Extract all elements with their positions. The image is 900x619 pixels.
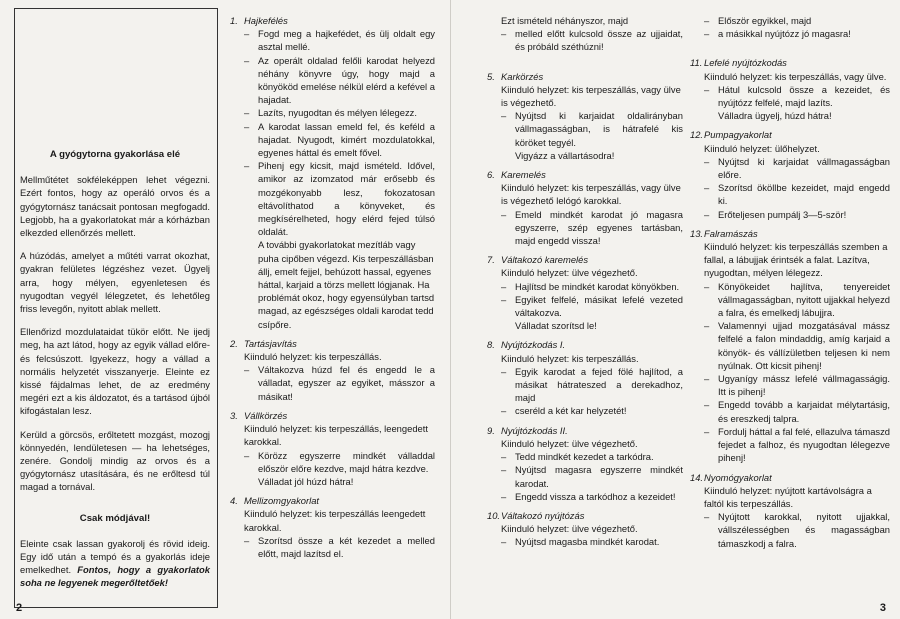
exercise-name: Pumpagyakorlat (704, 129, 772, 141)
step-list (230, 449, 435, 475)
exercise-title (690, 56, 890, 69)
info-box (20, 148, 210, 600)
starting-position: Kiinduló helyzet: ülve végezhető. (501, 523, 638, 535)
exercise-section (230, 409, 435, 488)
continuation-text: Ezt ismételd néhányszor, majd (501, 15, 629, 26)
step-item: – Szorítsd ököllbe kezeidet, majd engedd ki. (704, 181, 890, 207)
step-item: – Erőteljesen pumpálj 3—5-ször! (704, 208, 890, 221)
exercise-section (487, 253, 683, 332)
instruction-paragraph: A további gyakorlatokat mezítláb vagy puha cipőben végezd. Kis terpeszállásban állj, emelt fejjel, behúzott hassal, egyenes háttal, karjaid a törzs mellett lógjanak. Ha problémát okoz, hogy egyensúlyban tartsd magad, az egészséges oldali karodat tedd csípőre. (258, 239, 435, 330)
step-item: – Egyik karodat a fejed fölé hajlítod, a másikat hátrateszed a derekadhoz, majd (501, 365, 683, 405)
step-item: – Tedd mindkét kezedet a tarkódra. (501, 450, 683, 463)
step-list (230, 363, 435, 403)
step-item: – Szorítsd össze a két kezedet a melled előtt, majd lazítsd el. (244, 534, 435, 560)
note: Válladat szorítsd le! (515, 320, 597, 332)
exercise-section (487, 168, 683, 247)
exercise-column (690, 14, 890, 556)
step-item: – Valamennyi ujjad mozgatásával mássz felfelé a falon mindaddig, amíg karjaid a könyök- és vállízületben teljesen ki nem nyúlnak. Ott kicsit pihenj! (704, 319, 890, 372)
starting-position: Kiinduló helyzet: ülőhelyzet. (704, 142, 820, 154)
step-list (230, 27, 435, 238)
list-item: – a másikkal nyújtózz jó magasra! (704, 27, 890, 40)
exercise-section (690, 56, 890, 122)
note: Válladra ügyelj, húzd hátra! (718, 110, 832, 122)
exercise-title (487, 70, 683, 83)
exercise-number: 12. (690, 129, 704, 141)
step-item: – Fordulj háttal a fal felé, ellazulva támaszd fejedet a falhoz, és nyugodtan lélegezve pihenj! (704, 425, 890, 465)
step-item: – Könyökeidet hajlítva, tenyereidet vállmagasságban, nyitott ujjakkal helyezd a falra, és emelkedj lábujjra. (704, 280, 890, 320)
exercise-column (487, 14, 683, 555)
starting-position: Kiinduló helyzet: kis terpeszállás, leengedett karokkal. (244, 423, 428, 448)
step-list (487, 450, 683, 503)
exercise-number: 3. (230, 409, 238, 421)
starting-position: Kiinduló helyzet: kis terpeszállás szemben a fallal, a lábujjak érintsék a falat. Lazítva, nyugodtan, mélyen lélegezz. (704, 241, 888, 279)
exercise-name: Tartásjavítás (244, 337, 297, 349)
page-number: 2 (16, 601, 23, 614)
starting-position: Kiinduló helyzet: kis terpeszállás leengedett karokkal. (244, 508, 426, 533)
starting-position: Kiinduló helyzet: kis terpeszállás, vagy ülve. (704, 70, 887, 82)
exercise-number: 13. (690, 227, 704, 239)
step-item: – Az operált oldalad felőli karodat helyezd néhány könyvre úgy, hogy majd a könyököd emelése nélkül elérd a kefével a hajadat. (244, 54, 435, 107)
exercise-number: 10. (487, 509, 501, 521)
box-paragraph: A húzódás, amelyet a műtéti varrat okozhat, gyakran felületes légzéshez vezet. Ügyelj arra, hogy mélyen, egyenletesen és nyugodtan vegyél lélegzetet, és lehetőleg friss levegőn, nyitott ablak mellett. (20, 250, 210, 315)
exercise-section (690, 471, 890, 550)
step-item: – Nyújtsd ki karjaidat oldalirányban vállmagasságban, is hátrafelé kis köröket tegyél. (501, 109, 683, 149)
step-item: – Lazíts, nyugodtan és mélyen lélegezz. (244, 106, 435, 119)
exercise-name: Váltakozó karemelés (501, 254, 589, 266)
step-list (487, 280, 683, 320)
exercise-number: 5. (487, 70, 495, 82)
step-item: – A karodat lassan emeld fel, és keféld a hajadat. Nyugodt, kimért mozdulatokkal, egyenes háttal és emelt fővel. (244, 120, 435, 160)
exercise-section (230, 14, 435, 331)
box-heading-2: Csak módjával! (79, 512, 151, 524)
exercise-name: Karemelés (501, 169, 546, 181)
exercise-name: Nyújtózkodás II. (501, 424, 568, 436)
starting-position: Kiinduló helyzet: kis terpeszállás, vagy ülve is végezhető. (501, 83, 681, 109)
step-item: – Egyiket felfelé, másikat lefelé vezeted váltakozva. (501, 293, 683, 319)
starting-position: Kiinduló helyzet: ülve végezhető. (501, 267, 638, 279)
step-list (690, 155, 890, 221)
step-list (690, 280, 890, 465)
exercise-title (230, 337, 435, 350)
exercise-number: 11. (690, 57, 703, 69)
box-heading: A gyógytorna gyakorlása elé (49, 149, 181, 160)
exercise-name: Nyújtózkodás I. (501, 339, 566, 351)
starting-position: Kiinduló helyzet: kis terpeszállás. (501, 352, 639, 364)
exercise-section (487, 70, 683, 162)
starting-position: Kiinduló helyzet: nyújtott kartávolságra a faltól kis terpeszállás. (704, 484, 872, 509)
step-item: – cseréld a két kar helyzetét! (501, 404, 683, 417)
exercise-name: Lefelé nyújtózkodás (704, 57, 787, 69)
page-number: 3 (879, 601, 886, 614)
note: Vigyázz a vállartásodra! (515, 149, 615, 161)
step-list (487, 109, 683, 149)
exercise-title (230, 14, 435, 27)
step-item: – Ugyanígy mássz lefelé vállmagasságig. Itt is pihenj! (704, 372, 890, 398)
exercise-section (230, 494, 435, 560)
exercise-number: 6. (487, 169, 495, 181)
exercise-title (230, 494, 435, 507)
box-paragraph: Kerüld a görcsös, erőltetett mozgást, mozogj könnyedén, lendületesen — ha lehetséges, zenére. Gondolj mindig az orvos és a gyógytornász utasítására, és ne erőltesd túl magad a tornával. (20, 428, 210, 493)
exercise-number: 1. (230, 15, 238, 26)
step-item: – Hátul kulcsold össze a kezeidet, és nyújtózz felfelé, majd lazíts. (704, 83, 890, 109)
exercise-section (230, 337, 435, 403)
box-final-paragraph: Eleinte csak lassan gyakorolj és rövid ideig. Egy idő után a tempó és a gyakorlás ideje emelkedhet. Fontos, hogy a gyakorlatok soha ne legyenek megerőltetőek! (20, 537, 210, 589)
exercise-name: Karkörzés (501, 70, 544, 82)
step-item: – Váltakozva húzd fel és engedd le a válladat, egyszer az egyiket, másszor a másikat! (244, 363, 435, 403)
step-item: – Emeld mindkét karodat jó magasra egyszerre, szép egyenes tartásban, majd engedd vissza! (501, 208, 683, 248)
list-item: – melled előtt kulcsold össze az ujjaidat, és próbáld széthúzni! (501, 27, 683, 53)
exercise-title (487, 168, 683, 181)
step-item: – Hajlítsd be mindkét karodat könyökben. (501, 280, 683, 293)
starting-position: Kiinduló helyzet: ülve végezhető. (501, 437, 638, 449)
step-item: – Nyújtsd ki karjaidat vállmagasságban előre. (704, 155, 890, 181)
starting-position: Kiinduló helyzet: kis terpeszállás. (244, 351, 382, 363)
exercise-name: Falramászás (704, 227, 758, 239)
exercise-title (487, 253, 683, 266)
exercise-name: Mellizomgyakorlat (244, 495, 320, 507)
step-item: – Nyújtsd magasra egyszerre mindkét karodat. (501, 463, 683, 489)
exercise-number: 9. (487, 424, 495, 436)
exercise-number: 4. (230, 495, 238, 507)
exercise-section (487, 424, 683, 503)
exercise-section (690, 128, 890, 220)
box-paragraph: Mellműtétet sokféleképpen lehet végezni. Ezért fontos, hogy az operáló orvos és a gyógytornász tanácsait pontosan megfogadd. Legjobb, ha a gyakorlatokat már a kórházban elkezded ellenőrzés mellett. (20, 174, 210, 239)
box-warning: Fontos, hogy a gyakorlatok soha ne legyenek megerőltetőek! (20, 564, 210, 589)
exercise-name: Váltakozó nyújtózás (501, 509, 585, 521)
exercise-number: 2. (230, 337, 238, 349)
box-paragraph: Ellenőrizd mozdulataidat tükör előtt. Ne ijedj meg, ha azt látod, hogy az egyik vállad előre- és felcsúszott. Igyekezz, hogy a vállad a normális helyzetét visszanyerje. Eleinte ez kissé fájdalmas lehet, de az eredmény megéri ezt a kis áldozatot, és a tartásod újból kifogástalan lesz. (20, 326, 210, 417)
exercise-title (487, 509, 683, 522)
step-item: – Engedd vissza a tarkódhoz a kezeidet! (501, 490, 683, 503)
exercise-name: Nyomógyakorlat (704, 471, 772, 483)
exercise-title (690, 227, 890, 240)
exercise-section (487, 338, 683, 417)
step-item: – Nyújtsd magasba mindkét karodat. (501, 535, 683, 548)
exercise-name: Hajkefélés (244, 15, 288, 26)
exercise-section (487, 509, 683, 549)
step-list (487, 208, 683, 248)
step-list (230, 534, 435, 560)
step-list (487, 535, 683, 548)
list-item: – Először egyikkel, majd (704, 14, 890, 27)
exercise-title (487, 424, 683, 437)
exercise-title (690, 128, 890, 141)
exercise-number: 14. (690, 471, 704, 483)
step-list (690, 83, 890, 109)
starting-position: Kiinduló helyzet: kis terpeszállás, vagy ülve is végezhető lelógó karokkal. (501, 182, 681, 207)
exercise-title (487, 338, 683, 351)
step-item: – Engedd tovább a karjaidat mélytartásig, és ereszkedj talpra. (704, 398, 890, 424)
step-item: – Fogd meg a hajkefédet, és ülj oldalt egy asztal mellé. (244, 27, 435, 53)
note: Válladat jól húzd hátra! (258, 475, 354, 487)
exercise-column (230, 14, 435, 566)
step-item: – Körözz egyszerre mindkét válladdal először előre kezdve, majd hátra kezdve. (244, 449, 435, 475)
exercise-section (690, 227, 890, 465)
exercise-title (690, 471, 890, 484)
exercise-number: 8. (487, 339, 495, 351)
step-list (690, 510, 890, 550)
step-item: – Pihenj egy kicsit, majd ismételd. Idővel, amikor az izomzatod már erősebb és mozgékonyabb lesz, fokozatosan eltávolíthatod a könyveket, és megkísérelheted, hogy elérd fejed túlsó oldalát. (244, 159, 435, 238)
step-list (487, 365, 683, 418)
exercise-name: Vállkörzés (244, 409, 288, 421)
exercise-number: 7. (487, 254, 495, 266)
exercise-title (230, 409, 435, 422)
step-item: – Nyújtott karokkal, nyitott ujjakkal, vállszélességben és magasságban támaszkodj a falra. (704, 510, 890, 550)
